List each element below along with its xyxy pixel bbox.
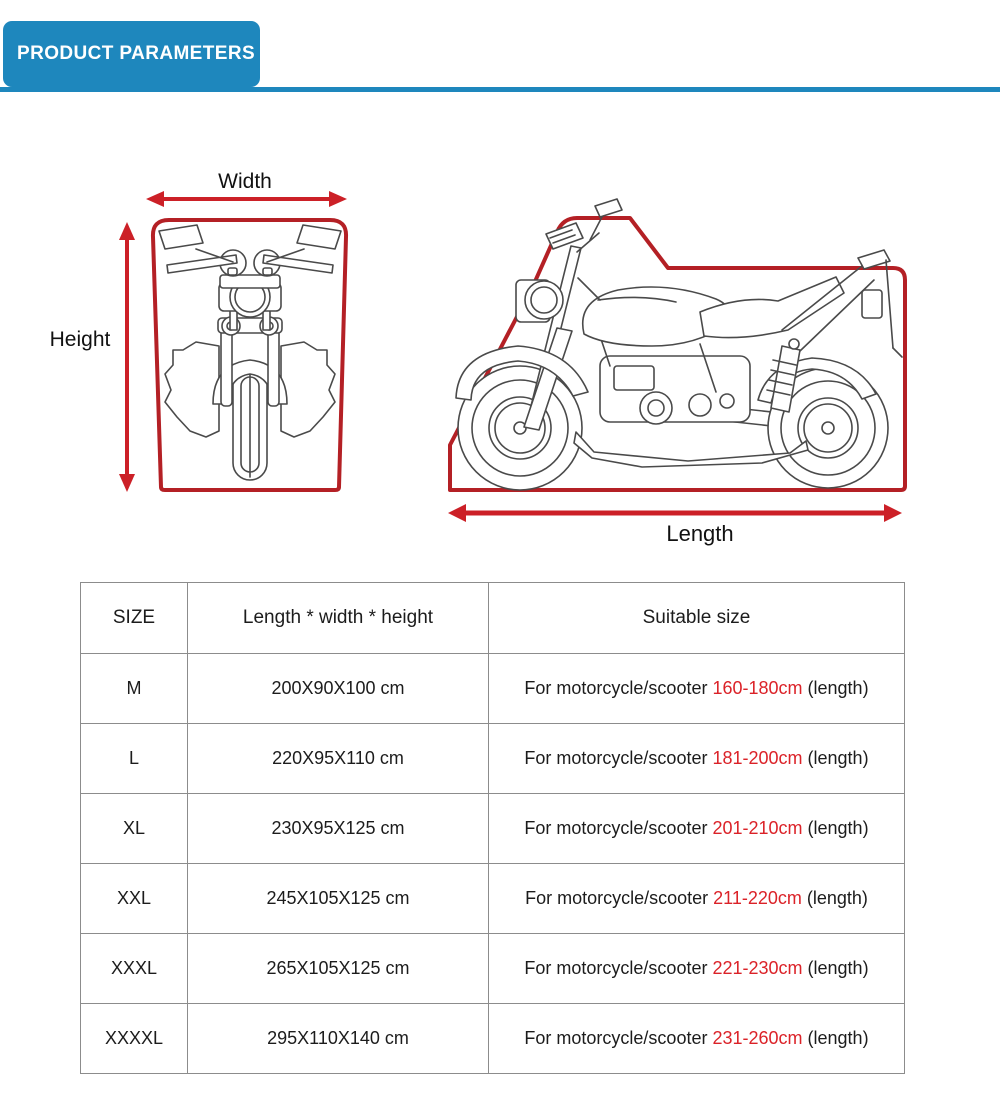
page-title-text: PRODUCT PARAMETERS (17, 43, 256, 64)
suitable-prefix: For motorcycle/scooter (524, 818, 713, 838)
length-arrow (448, 504, 902, 522)
size-cell: L (81, 724, 188, 794)
suitable-cell (489, 724, 905, 794)
suitable-prefix: For motorcycle/scooter (524, 958, 713, 978)
dimensions-cell: 220X95X110 cm (188, 724, 489, 794)
col-header-size: SIZE (81, 583, 188, 654)
dimensions-cell: 295X110X140 cm (188, 1004, 489, 1074)
width-label: Width (218, 170, 272, 193)
dimensions-cell: 265X105X125 cm (188, 934, 489, 1004)
size-cell: XXXXL (81, 1004, 188, 1074)
size-cell: XXXL (81, 934, 188, 1004)
size-table (80, 582, 905, 1074)
suitable-suffix: (length) (802, 1028, 869, 1048)
suitable-cell (489, 654, 905, 724)
header-divider (0, 87, 1000, 92)
suitable-suffix: (length) (802, 958, 869, 978)
table-row (81, 934, 905, 1004)
motorcycle-side-art (456, 199, 902, 490)
suitable-range: 160-180cm (712, 678, 803, 698)
dimensions-cell: 200X90X100 cm (188, 654, 489, 724)
size-cell: M (81, 654, 188, 724)
suitable-prefix: For motorcycle/scooter (525, 888, 714, 908)
motorcycle-front-view-diagram (105, 170, 367, 505)
suitable-suffix: (length) (801, 888, 868, 908)
suitable-cell (489, 864, 905, 934)
suitable-prefix: For motorcycle/scooter (524, 678, 713, 698)
dimensions-cell: 230X95X125 cm (188, 794, 489, 864)
size-cell: XL (81, 794, 188, 864)
suitable-cell (489, 934, 905, 1004)
suitable-range: 211-220cm (713, 888, 802, 908)
suitable-suffix: (length) (802, 678, 869, 698)
dimensions-cell: 245X105X125 cm (188, 864, 489, 934)
motorcycle-front-art (159, 225, 341, 480)
suitable-suffix: (length) (802, 748, 869, 768)
col-header-dimensions: Length * width * height (188, 583, 489, 654)
suitable-range: 231-260cm (712, 1028, 803, 1048)
suitable-cell (489, 794, 905, 864)
table-row (81, 724, 905, 794)
suitable-cell (489, 1004, 905, 1074)
table-row (81, 864, 905, 934)
length-label: Length (666, 521, 734, 546)
width-arrow (146, 191, 347, 207)
col-header-suitable: Suitable size (489, 583, 905, 654)
table-row (81, 1004, 905, 1074)
suitable-range: 221-230cm (712, 958, 803, 978)
table-row (81, 654, 905, 724)
table-header-row (81, 583, 905, 654)
suitable-range: 201-210cm (712, 818, 803, 838)
suitable-suffix: (length) (802, 818, 869, 838)
height-arrow (119, 222, 135, 492)
suitable-range: 181-200cm (712, 748, 803, 768)
page-title (3, 21, 260, 87)
suitable-prefix: For motorcycle/scooter (524, 1028, 713, 1048)
height-label: Height (49, 328, 111, 351)
suitable-prefix: For motorcycle/scooter (524, 748, 713, 768)
table-row (81, 794, 905, 864)
size-cell: XXL (81, 864, 188, 934)
motorcycle-side-view-diagram (435, 185, 920, 550)
